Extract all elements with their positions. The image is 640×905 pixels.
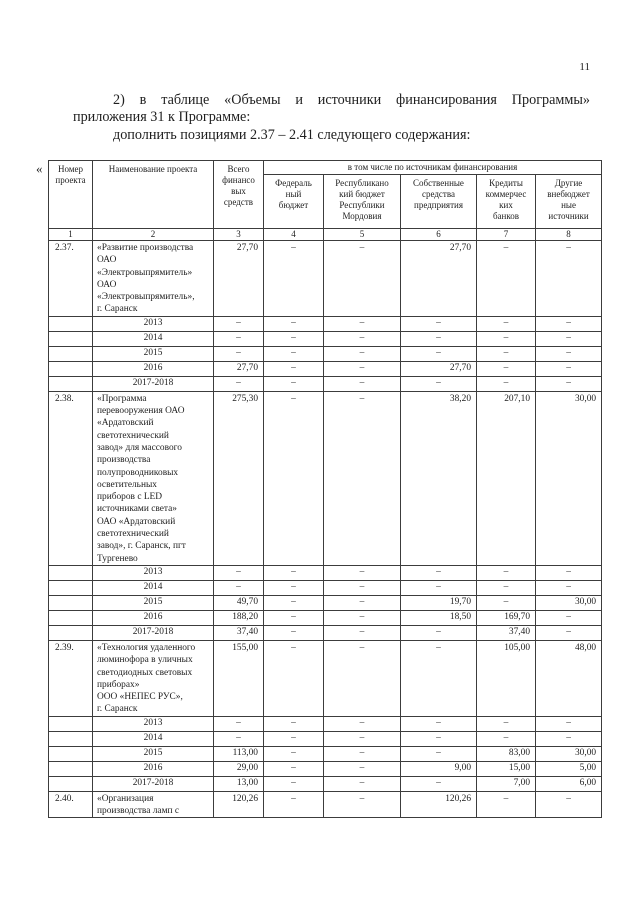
cell-year: 2013 (93, 316, 214, 331)
cell-republic-budget: – (324, 316, 401, 331)
column-number: 4 (264, 229, 324, 241)
year-row (49, 776, 602, 791)
column-number: 8 (536, 229, 602, 241)
cell-federal-budget: – (264, 610, 324, 625)
column-number: 6 (401, 229, 477, 241)
cell-total-funds: – (214, 346, 264, 361)
cell-project-number (49, 595, 93, 610)
cell-project-number (49, 731, 93, 746)
cell-own-funds: – (401, 376, 477, 391)
cell-project-number (49, 361, 93, 376)
cell-own-funds: – (401, 565, 477, 580)
cell-other-sources: – (536, 316, 602, 331)
cell-total-funds: 13,00 (214, 776, 264, 791)
cell-bank-credits: 207,10 (477, 391, 536, 565)
cell-republic-budget: – (324, 331, 401, 346)
cell-project-number (49, 716, 93, 731)
cell-other-sources: – (536, 731, 602, 746)
cell-own-funds: – (401, 625, 477, 640)
cell-total-funds: 275,30 (214, 391, 264, 565)
cell-federal-budget: – (264, 625, 324, 640)
cell-total-funds: 29,00 (214, 761, 264, 776)
cell-total-funds: 27,70 (214, 361, 264, 376)
cell-federal-budget: – (264, 346, 324, 361)
project-row (49, 791, 602, 818)
cell-republic-budget: – (324, 746, 401, 761)
cell-total-funds: – (214, 716, 264, 731)
opening-quote-mark: « (36, 161, 43, 176)
cell-own-funds: – (401, 716, 477, 731)
column-number: 5 (324, 229, 401, 241)
cell-project-number: 2.40. (49, 791, 93, 818)
year-row (49, 746, 602, 761)
cell-project-name: «Организация производства ламп с (93, 791, 214, 818)
cell-other-sources: – (536, 610, 602, 625)
cell-project-number (49, 316, 93, 331)
cell-bank-credits: – (477, 595, 536, 610)
cell-own-funds: – (401, 331, 477, 346)
cell-project-number (49, 776, 93, 791)
cell-project-name: «Программа перевооружения ОАО «Ардатовский светотехнический завод» для массового производства полупроводниковых осветительных приборов с LED источниками света» ОАО «Ардатовский светотехнический завод», г. Саранск, пгт Тургенево (93, 391, 214, 565)
column-number: 2 (93, 229, 214, 241)
year-row (49, 731, 602, 746)
cell-total-funds: – (214, 376, 264, 391)
cell-other-sources: – (536, 241, 602, 317)
cell-bank-credits: – (477, 731, 536, 746)
cell-year: 2016 (93, 761, 214, 776)
cell-total-funds: 113,00 (214, 746, 264, 761)
cell-total-funds: – (214, 565, 264, 580)
cell-republic-budget: – (324, 361, 401, 376)
cell-year: 2016 (93, 610, 214, 625)
cell-project-number (49, 346, 93, 361)
year-row (49, 316, 602, 331)
cell-bank-credits: 105,00 (477, 640, 536, 716)
header-row (49, 161, 602, 175)
cell-federal-budget: – (264, 241, 324, 317)
cell-federal-budget: – (264, 580, 324, 595)
cell-own-funds: 9,00 (401, 761, 477, 776)
cell-republic-budget: – (324, 776, 401, 791)
cell-other-sources: 6,00 (536, 776, 602, 791)
header-federal-budget: Федераль ный бюджет (264, 175, 324, 229)
cell-other-sources: 30,00 (536, 595, 602, 610)
cell-year: 2014 (93, 580, 214, 595)
cell-other-sources: – (536, 565, 602, 580)
cell-project-number (49, 625, 93, 640)
cell-other-sources: 5,00 (536, 761, 602, 776)
year-row (49, 565, 602, 580)
cell-year: 2017-2018 (93, 776, 214, 791)
cell-project-name: «Технология удаленного люминофора в уличных светодиодных световых приборах» ООО «НЕПЕС РУС», г. Саранск (93, 640, 214, 716)
cell-own-funds: 27,70 (401, 361, 477, 376)
cell-own-funds: 38,20 (401, 391, 477, 565)
cell-total-funds: 120,26 (214, 791, 264, 818)
cell-republic-budget: – (324, 761, 401, 776)
year-row (49, 376, 602, 391)
cell-year: 2015 (93, 346, 214, 361)
cell-own-funds: – (401, 580, 477, 595)
cell-project-number: 2.39. (49, 640, 93, 716)
cell-republic-budget: – (324, 595, 401, 610)
cell-own-funds: – (401, 316, 477, 331)
year-row (49, 716, 602, 731)
cell-total-funds: – (214, 580, 264, 595)
financing-table (48, 160, 602, 818)
table-header (49, 161, 602, 241)
cell-own-funds: 120,26 (401, 791, 477, 818)
cell-total-funds: – (214, 316, 264, 331)
cell-federal-budget: – (264, 376, 324, 391)
cell-federal-budget: – (264, 391, 324, 565)
cell-other-sources: 48,00 (536, 640, 602, 716)
cell-republic-budget: – (324, 376, 401, 391)
cell-bank-credits: 37,40 (477, 625, 536, 640)
cell-bank-credits: – (477, 716, 536, 731)
cell-other-sources: – (536, 361, 602, 376)
year-row (49, 625, 602, 640)
cell-federal-budget: – (264, 565, 324, 580)
cell-federal-budget: – (264, 331, 324, 346)
project-row (49, 640, 602, 716)
header-sources-group: в том числе по источникам финансирования (264, 161, 602, 175)
cell-bank-credits: – (477, 580, 536, 595)
year-row (49, 595, 602, 610)
year-row (49, 610, 602, 625)
cell-total-funds: – (214, 731, 264, 746)
cell-other-sources: – (536, 716, 602, 731)
cell-total-funds: 188,20 (214, 610, 264, 625)
cell-year: 2015 (93, 595, 214, 610)
cell-bank-credits: – (477, 565, 536, 580)
cell-project-number (49, 331, 93, 346)
cell-other-sources: 30,00 (536, 391, 602, 565)
cell-total-funds: – (214, 331, 264, 346)
cell-republic-budget: – (324, 580, 401, 595)
intro-line-1: 2) в таблице «Объемы и источники финансирования Программы» (113, 92, 590, 108)
cell-bank-credits: – (477, 361, 536, 376)
cell-bank-credits: 169,70 (477, 610, 536, 625)
cell-other-sources: – (536, 346, 602, 361)
year-row (49, 331, 602, 346)
cell-project-name: «Развитие производства ОАО «Электровыпрямитель» ОАО «Электровыпрямитель», г. Саранск (93, 241, 214, 317)
cell-project-number (49, 761, 93, 776)
cell-federal-budget: – (264, 776, 324, 791)
cell-other-sources: – (536, 331, 602, 346)
cell-federal-budget: – (264, 716, 324, 731)
cell-other-sources: – (536, 625, 602, 640)
cell-federal-budget: – (264, 595, 324, 610)
cell-year: 2014 (93, 731, 214, 746)
header-bank-credits: Кредиты коммерчес ких банков (477, 175, 536, 229)
cell-federal-budget: – (264, 746, 324, 761)
cell-own-funds: – (401, 640, 477, 716)
cell-republic-budget: – (324, 610, 401, 625)
cell-bank-credits: 83,00 (477, 746, 536, 761)
project-row (49, 391, 602, 565)
cell-own-funds: – (401, 731, 477, 746)
project-row (49, 241, 602, 317)
cell-republic-budget: – (324, 625, 401, 640)
cell-bank-credits: – (477, 791, 536, 818)
page-number: 11 (579, 61, 590, 73)
year-row (49, 580, 602, 595)
cell-federal-budget: – (264, 640, 324, 716)
cell-year: 2016 (93, 361, 214, 376)
cell-bank-credits: 7,00 (477, 776, 536, 791)
cell-bank-credits: – (477, 331, 536, 346)
cell-other-sources: – (536, 376, 602, 391)
cell-total-funds: 37,40 (214, 625, 264, 640)
cell-total-funds: 155,00 (214, 640, 264, 716)
header-own-funds: Собственные средства предприятия (401, 175, 477, 229)
cell-other-sources: – (536, 580, 602, 595)
cell-year: 2017-2018 (93, 376, 214, 391)
cell-other-sources: – (536, 791, 602, 818)
header-other-sources: Другие внебюджет ные источники (536, 175, 602, 229)
cell-federal-budget: – (264, 761, 324, 776)
cell-republic-budget: – (324, 565, 401, 580)
cell-bank-credits: – (477, 241, 536, 317)
intro-line-2: приложения 31 к Программе: (73, 109, 251, 125)
header-project-name: Наименование проекта (93, 161, 214, 229)
cell-bank-credits: – (477, 316, 536, 331)
year-row (49, 361, 602, 376)
cell-project-number (49, 610, 93, 625)
cell-project-number: 2.38. (49, 391, 93, 565)
cell-own-funds: – (401, 346, 477, 361)
header-project-number: Номер проекта (49, 161, 93, 229)
intro-line-3: дополнить позициями 2.37 – 2.41 следующего содержания: (113, 127, 471, 143)
cell-bank-credits: 15,00 (477, 761, 536, 776)
cell-project-number: 2.37. (49, 241, 93, 317)
cell-year: 2014 (93, 331, 214, 346)
cell-republic-budget: – (324, 791, 401, 818)
column-number: 7 (477, 229, 536, 241)
header-total-funds: Всего финансо вых средств (214, 161, 264, 229)
cell-total-funds: 49,70 (214, 595, 264, 610)
cell-year: 2013 (93, 716, 214, 731)
column-number-row (49, 229, 602, 241)
cell-republic-budget: – (324, 640, 401, 716)
cell-republic-budget: – (324, 346, 401, 361)
cell-project-number (49, 565, 93, 580)
cell-year: 2015 (93, 746, 214, 761)
cell-year: 2017-2018 (93, 625, 214, 640)
cell-republic-budget: – (324, 241, 401, 317)
column-number: 1 (49, 229, 93, 241)
cell-republic-budget: – (324, 731, 401, 746)
header-republic-budget: Республикано кий бюджет Республики Мордовия (324, 175, 401, 229)
year-row (49, 761, 602, 776)
cell-federal-budget: – (264, 791, 324, 818)
cell-project-number (49, 746, 93, 761)
cell-other-sources: 30,00 (536, 746, 602, 761)
cell-federal-budget: – (264, 316, 324, 331)
cell-project-number (49, 580, 93, 595)
cell-total-funds: 27,70 (214, 241, 264, 317)
cell-project-number (49, 376, 93, 391)
cell-federal-budget: – (264, 361, 324, 376)
cell-own-funds: 27,70 (401, 241, 477, 317)
cell-own-funds: – (401, 776, 477, 791)
cell-bank-credits: – (477, 376, 536, 391)
year-row (49, 346, 602, 361)
table-body (49, 241, 602, 818)
cell-republic-budget: – (324, 716, 401, 731)
cell-own-funds: 19,70 (401, 595, 477, 610)
column-number: 3 (214, 229, 264, 241)
cell-year: 2013 (93, 565, 214, 580)
cell-own-funds: 18,50 (401, 610, 477, 625)
cell-bank-credits: – (477, 346, 536, 361)
cell-federal-budget: – (264, 731, 324, 746)
cell-republic-budget: – (324, 391, 401, 565)
cell-own-funds: – (401, 746, 477, 761)
